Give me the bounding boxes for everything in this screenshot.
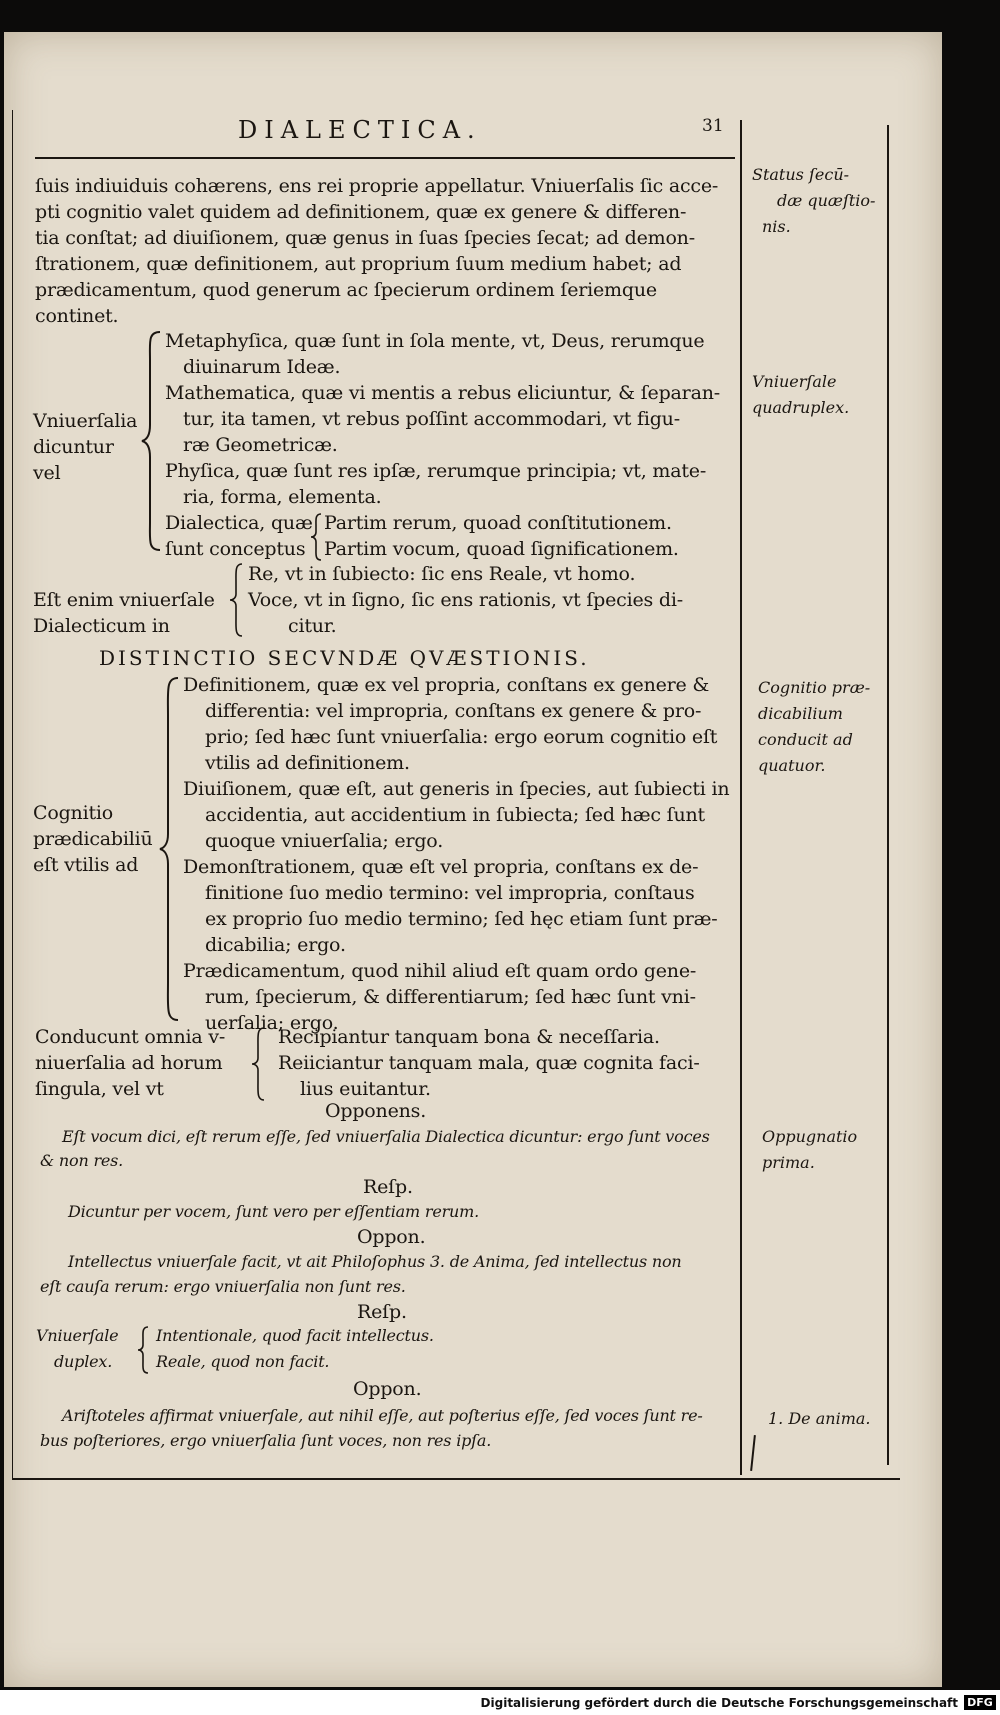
cognitio-item: Prædicamentum, quod nihil aliud eſt quam ordo gene-: [183, 960, 697, 982]
margin-note-line: quadruplex.: [752, 398, 850, 417]
cognitio-item: finitione ſuo medio termino: vel impropria, conſtaus: [205, 882, 695, 904]
text-line: ſtrationem, quæ definitionem, aut proprium ſuum medium habet; ad: [35, 253, 682, 275]
cognitio-item: rum, ſpecierum, & differentiarum; ſed hæc ſunt vni-: [205, 986, 696, 1008]
margin-note-line: prima.: [762, 1153, 815, 1172]
cognitio-label: prædicabiliū: [33, 828, 153, 850]
conducunt-label: Conducunt omnia v-: [35, 1026, 226, 1048]
digitization-footer: [0, 1690, 1000, 1715]
text-line: prædicamentum, quod generum ac ſpecierum ordinem ſeriemque: [35, 279, 657, 301]
conducunt-label: niuerſalia ad horum: [35, 1052, 223, 1074]
est-enim-item: Re, vt in ſubiecto: ſic ens Reale, vt homo.: [248, 563, 636, 585]
text-line: tia conſtat; ad diuiſionem, quæ genus in ſuas ſpecies ſecat; ad demon-: [35, 227, 695, 249]
universalia-item: diuinarum Ideæ.: [183, 356, 341, 378]
margin-note-line: conducit ad: [758, 730, 853, 749]
est-enim-label: Eſt enim vniuerſale: [33, 589, 215, 611]
cognitio-item: Demonſtrationem, quæ eſt vel propria, conſtans ex de-: [183, 856, 699, 878]
small-brace-icon: [136, 1325, 150, 1375]
left-brace-icon: [140, 330, 162, 552]
universalia-item: ræ Geometricæ.: [183, 434, 338, 456]
small-brace-icon: [250, 1026, 266, 1102]
cognitio-item: prio; ſed hæc ſunt vniuerſalia: ergo eorum cognitio eſt: [205, 726, 718, 748]
universalia-item: tur, ita tamen, vt rebus poſſint accommodari, vt figu-: [183, 408, 680, 430]
universalia-item: Dialectica, quæ: [165, 512, 313, 534]
objection-heading: Oppon.: [357, 1226, 426, 1248]
cognitio-item: accidentia, aut accidentium in ſubiecta; ſed hæc ſunt: [205, 804, 705, 826]
cognitio-item: quoque vniuerſalia; ergo.: [205, 830, 444, 852]
est-enim-item: citur.: [288, 615, 337, 637]
margin-note-line: dæ quæſtio-: [777, 191, 876, 210]
conducunt-item: Reiiciantur tanquam mala, quæ cognita faci-: [278, 1052, 700, 1074]
cognitio-item: Diuiſionem, quæ eſt, aut generis in ſpecies, aut ſubiecti in: [183, 778, 730, 800]
margin-note-line: quatuor.: [758, 756, 826, 775]
objection-heading: Oppon.: [353, 1378, 422, 1400]
margin-rule-right: [887, 125, 889, 1465]
conducunt-item: Recipiantur tanquam bona & neceſſaria.: [278, 1026, 660, 1048]
response-heading: Reſp.: [363, 1176, 413, 1198]
conducunt-item: lius euitantur.: [300, 1078, 431, 1100]
small-brace-icon: [228, 562, 244, 638]
response-line: Dicuntur per vocem, ſunt vero per eſſentiam rerum.: [68, 1202, 480, 1221]
running-title: DIALECTICA.: [238, 116, 482, 144]
margin-note-line: nis.: [762, 217, 791, 236]
cognitio-item: vtilis ad definitionem.: [205, 752, 410, 774]
margin-note-line: 1. De anima.: [768, 1409, 871, 1428]
response-label: duplex.: [54, 1352, 113, 1371]
universalia-label: vel: [33, 462, 61, 484]
conducunt-label: ſingula, vel vt: [35, 1078, 164, 1100]
cognitio-item: uerſalia; ergo.: [205, 1012, 339, 1034]
text-line: continet.: [35, 305, 119, 327]
universalia-label: dicuntur: [33, 436, 114, 458]
est-enim-item: Voce, vt in ſigno, ſic ens rationis, vt ſpecies di-: [248, 589, 683, 611]
objection-line: & non res.: [40, 1151, 124, 1170]
response-item: Intentionale, quod facit intellectus.: [156, 1326, 434, 1345]
margin-note-line: Vniuerſale: [752, 372, 837, 391]
universalia-item: Mathematica, quæ vi mentis a rebus eliciuntur, & ſeparan-: [165, 382, 720, 404]
text-line: ſuis indiuiduis cohærens, ens rei proprie appellatur. Vniuerſalis ſic acce-: [35, 175, 719, 197]
margin-note-line: Oppugnatio: [762, 1127, 858, 1146]
cognitio-item: differentia: vel impropria, conſtans ex genere & pro-: [205, 700, 702, 722]
universalia-item: Metaphyſica, quæ ſunt in ſola mente, vt, Deus, rerumque: [165, 330, 705, 352]
margin-note-line: Status ſecū-: [752, 165, 850, 184]
objection-line: eſt cauſa rerum: ergo vniuerſalia non ſunt res.: [40, 1277, 406, 1296]
cognitio-item: Definitionem, quæ ex vel propria, conſtans ex genere &: [183, 674, 710, 696]
objection-line: Eſt vocum dici, eſt rerum eſſe, ſed vniuerſalia Dialectica dicuntur: ergo ſunt voces: [62, 1127, 710, 1146]
objection-line: Ariſtoteles affirmat vniuerſale, aut nihil eſſe, aut poſterius eſſe, ſed voces ſunt re-: [62, 1406, 703, 1425]
universalia-item: ria, forma, elementa.: [183, 486, 382, 508]
universalia-label: Vniuerſalia: [33, 410, 138, 432]
text-line: pti cognitio valet quidem ad definitionem, quæ ex genere & differen-: [35, 201, 687, 223]
dialectica-sub: Partim rerum, quoad conſtitutionem.: [324, 512, 672, 534]
cognitio-item: ex proprio ſuo medio termino; ſed hęc etiam ſunt præ-: [205, 908, 718, 930]
cognitio-item: dicabilia; ergo.: [205, 934, 346, 956]
dialectica-sub: Partim vocum, quoad ſignificationem.: [324, 538, 679, 560]
response-heading: Reſp.: [357, 1301, 407, 1323]
dfg-logo: DFG: [964, 1695, 996, 1710]
margin-note-line: Cognitio præ-: [758, 678, 871, 697]
small-brace-icon: [309, 512, 323, 562]
margin-note-line: dicabilium: [758, 704, 843, 723]
page-number: 31: [702, 116, 724, 136]
response-label: Vniuerſale: [36, 1326, 119, 1345]
header-rule: [35, 157, 735, 159]
universalia-item: ſunt conceptus: [165, 538, 306, 560]
margin-rule-left: [740, 120, 742, 1475]
objection-line: Intellectus vniuerſale facit, vt ait Philoſophus 3. de Anima, ſed intellectus non: [68, 1252, 682, 1271]
response-item: Reale, quod non facit.: [156, 1352, 330, 1371]
objection-heading: Opponens.: [325, 1100, 427, 1122]
est-enim-label: Dialecticum in: [33, 615, 170, 637]
cognitio-label: Cognitio: [33, 802, 114, 824]
universalia-item: Phyſica, quæ ſunt res ipſæ, rerumque principia; vt, mate-: [165, 460, 707, 482]
section-heading: DISTINCTIO SECVNDÆ QVÆSTIONIS.: [99, 646, 590, 670]
left-brace-icon: [158, 676, 180, 1022]
page-left-rule: [12, 110, 13, 1480]
footer-credit: Digitalisierung gefördert durch die Deutsche Forschungsgemeinschaft: [480, 1696, 958, 1710]
page-bottom-rule: [12, 1478, 900, 1480]
objection-line: bus poſteriores, ergo vniuerſalia ſunt voces, non res ipſa.: [40, 1431, 492, 1450]
cognitio-label: eſt vtilis ad: [33, 854, 139, 876]
